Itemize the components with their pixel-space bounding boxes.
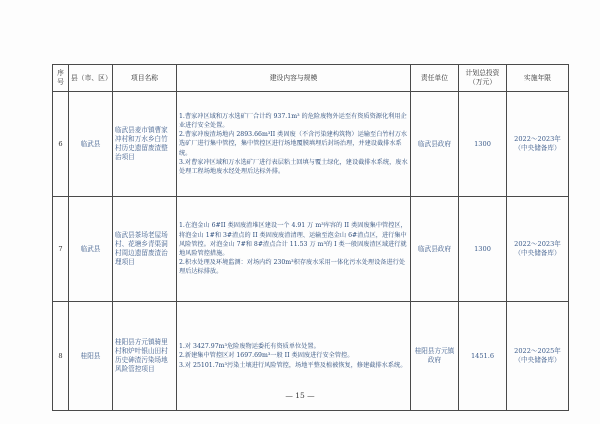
header-investment: 计划总投资（万元） <box>459 65 507 92</box>
row-content <box>177 197 411 302</box>
row-seq: 8 <box>53 302 69 411</box>
row-county: 临武县 <box>69 92 113 197</box>
header-period: 实施年限 <box>507 65 569 92</box>
content-line: 1.曹家冲区域和万水选矿厂合计约 937.1m³ 的危险废物外运至有资质资源化利用企业进行安全处置。 <box>179 112 407 129</box>
table-row <box>53 92 569 197</box>
content-line: 2.曹家冲废渣场地内 2893.66m³II 类固废（不含污染建构筑物）运输至白竹村万水选矿厂进行集中管控，集中管控区进行场地覆膜填埋后封场治理，并建设截排水系统。 <box>179 131 408 157</box>
row-investment: 1300 <box>459 197 507 302</box>
content-line: 1.在泡金山 6#II 类固废渣堆区建设一个 4.91 万 m³库容的 II 类固废集中管控区，将泡金山 1#和 3#渣点的 II 类固废废渣清理、运输至泡金山 6#渣点区，进行集中风险管控。对泡金山 7#和 8#渣点合计 11.53 万 m³的 I 类一般固废渣区域进行就地风险管控措施。 <box>179 222 407 257</box>
content-line: 3.对曹家冲区域和万水选矿厂进行表层粘土回填与覆土绿化，建设截排水系统，废水处理工程场地废水经处理后达标外排。 <box>179 158 408 175</box>
row-period: 2022～2023年（中央储备库） <box>507 197 569 302</box>
header-unit: 责任单位 <box>411 65 459 92</box>
row-unit: 临武县政府 <box>411 197 459 302</box>
row-seq: 6 <box>53 92 69 197</box>
table-row <box>53 197 569 302</box>
row-unit: 桂阳县方元镇政府 <box>411 302 459 411</box>
row-project: 临武县茶场老屋场村、花塘乡青渠洞村周边遗留废渣治理项目 <box>113 197 177 302</box>
row-period: 2022～2025年（中央储备库） <box>507 302 569 411</box>
row-seq: 7 <box>53 197 69 302</box>
header-project: 项目名称 <box>113 65 177 92</box>
header-content: 建设内容与规模 <box>177 65 411 92</box>
header-seq: 序号 <box>53 65 69 92</box>
content-line: 2.积水处理及环境监测：对场内约 230m³积存废水采用一体化污水处理设备进行处理后达标排放。 <box>179 259 406 276</box>
row-project: 临武县麦市镇曹家冲村和万水乡白竹村历史遗留废渣整治项目 <box>113 92 177 197</box>
header-county: 县（市、区） <box>69 65 113 92</box>
row-investment: 1451.6 <box>459 302 507 411</box>
row-content <box>177 92 411 197</box>
row-unit: 临武县政府 <box>411 92 459 197</box>
content-line: 2.新建集中管控区对 1697.69m³一般 II 类固废进行安全管控。 <box>179 352 354 360</box>
row-investment: 1300 <box>459 92 507 197</box>
row-county: 临武县 <box>69 197 113 302</box>
row-county: 桂阳县 <box>69 302 113 411</box>
row-period: 2022～2023年（中央储备库） <box>507 92 569 197</box>
content-line: 3.对 25101.7m³污染土壤进行风险管控，场地平整及植被恢复，修建截排水系统。 <box>179 361 407 369</box>
page-number: — 15 — <box>285 391 315 400</box>
table-header-row <box>53 65 569 92</box>
row-project: 桂阳县方元镇骑里村和炉叶银山田村历史砷渣污染场地风险管控项目 <box>113 302 177 411</box>
project-table <box>52 64 569 411</box>
content-line: 1.对 3427.97m³危险废物运委托有资质单位处置。 <box>179 343 320 351</box>
